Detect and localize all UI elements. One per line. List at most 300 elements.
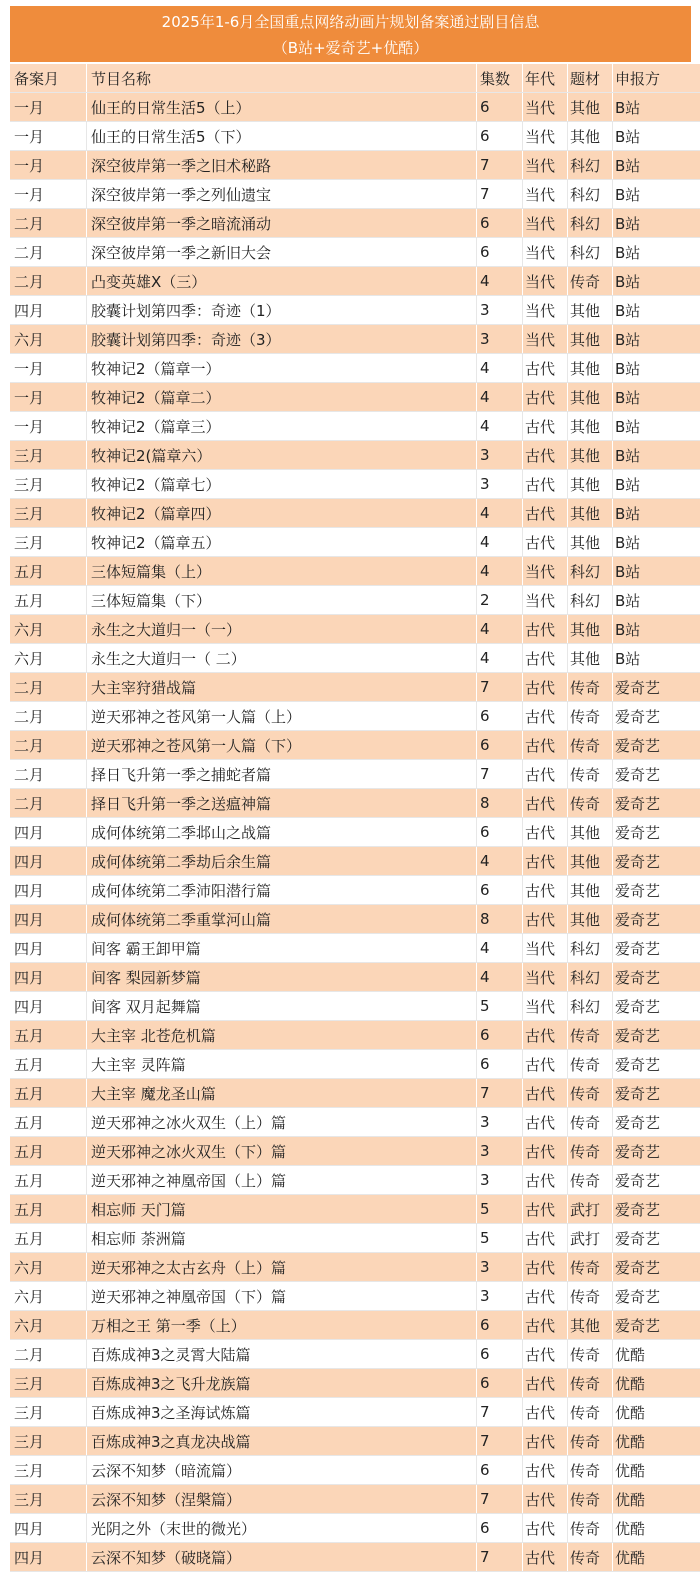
episodes-cell: 7 bbox=[477, 1398, 523, 1427]
genre-cell: 传奇 bbox=[568, 1340, 613, 1369]
episodes-cell: 4 bbox=[477, 615, 523, 644]
title-cell: 择日飞升第一季之送瘟神篇 bbox=[87, 789, 477, 818]
era-cell: 古代 bbox=[523, 1398, 568, 1427]
genre-cell: 传奇 bbox=[568, 1398, 613, 1427]
table-row bbox=[10, 1224, 700, 1253]
genre-cell: 其他 bbox=[568, 876, 613, 905]
title-cell: 成何体统第二季邶山之战篇 bbox=[87, 818, 477, 847]
month-cell: 二月 bbox=[10, 731, 87, 760]
table-row bbox=[10, 238, 700, 267]
episodes-cell: 3 bbox=[477, 296, 523, 325]
title-cell: 大主宰 魔龙圣山篇 bbox=[87, 1079, 477, 1108]
platform-cell: B站 bbox=[613, 557, 700, 586]
table-row bbox=[10, 325, 700, 354]
era-cell: 古代 bbox=[523, 876, 568, 905]
month-cell: 五月 bbox=[10, 557, 87, 586]
episodes-cell: 4 bbox=[477, 528, 523, 557]
genre-cell: 科幻 bbox=[568, 180, 613, 209]
era-cell: 古代 bbox=[523, 673, 568, 702]
era-cell: 当代 bbox=[523, 992, 568, 1021]
month-cell: 四月 bbox=[10, 1543, 87, 1572]
title-cell: 胶囊计划第四季：奇迹（1） bbox=[87, 296, 477, 325]
era-cell: 古代 bbox=[523, 441, 568, 470]
table-row bbox=[10, 499, 700, 528]
era-cell: 古代 bbox=[523, 615, 568, 644]
episodes-cell: 5 bbox=[477, 992, 523, 1021]
genre-cell: 传奇 bbox=[568, 673, 613, 702]
episodes-cell: 4 bbox=[477, 412, 523, 441]
month-cell: 二月 bbox=[10, 1340, 87, 1369]
month-cell: 一月 bbox=[10, 354, 87, 383]
table-row bbox=[10, 1456, 700, 1485]
platform-cell: 爱奇艺 bbox=[613, 1079, 700, 1108]
platform-cell: 爱奇艺 bbox=[613, 673, 700, 702]
platform-cell: B站 bbox=[613, 499, 700, 528]
genre-cell: 其他 bbox=[568, 644, 613, 673]
genre-cell: 其他 bbox=[568, 499, 613, 528]
month-cell: 三月 bbox=[10, 1456, 87, 1485]
table-row bbox=[10, 702, 700, 731]
episodes-cell: 6 bbox=[477, 1050, 523, 1079]
platform-cell: 爱奇艺 bbox=[613, 818, 700, 847]
platform-cell: B站 bbox=[613, 383, 700, 412]
episodes-cell: 3 bbox=[477, 1166, 523, 1195]
era-cell: 古代 bbox=[523, 1195, 568, 1224]
table-row bbox=[10, 122, 700, 151]
genre-cell: 科幻 bbox=[568, 934, 613, 963]
month-cell: 二月 bbox=[10, 789, 87, 818]
month-cell: 二月 bbox=[10, 238, 87, 267]
genre-cell: 传奇 bbox=[568, 1108, 613, 1137]
episodes-cell: 4 bbox=[477, 499, 523, 528]
month-cell: 五月 bbox=[10, 1079, 87, 1108]
episodes-cell: 2 bbox=[477, 586, 523, 615]
era-cell: 古代 bbox=[523, 1485, 568, 1514]
table-row bbox=[10, 1282, 700, 1311]
table-row bbox=[10, 383, 700, 412]
month-cell: 四月 bbox=[10, 1514, 87, 1543]
episodes-cell: 6 bbox=[477, 1514, 523, 1543]
month-cell: 二月 bbox=[10, 267, 87, 296]
genre-cell: 传奇 bbox=[568, 702, 613, 731]
title-cell: 逆天邪神之苍风第一人篇（下） bbox=[87, 731, 477, 760]
genre-cell: 传奇 bbox=[568, 1514, 613, 1543]
title-cell: 百炼成神3之灵霄大陆篇 bbox=[87, 1340, 477, 1369]
episodes-cell: 7 bbox=[477, 1543, 523, 1572]
title-cell: 永生之大道归一（ 二） bbox=[87, 644, 477, 673]
era-cell: 古代 bbox=[523, 644, 568, 673]
table-row bbox=[10, 441, 700, 470]
genre-cell: 科幻 bbox=[568, 238, 613, 267]
platform-cell: B站 bbox=[613, 615, 700, 644]
table-row bbox=[10, 557, 700, 586]
month-cell: 一月 bbox=[10, 180, 87, 209]
era-cell: 古代 bbox=[523, 1514, 568, 1543]
genre-cell: 其他 bbox=[568, 412, 613, 441]
title-cell: 深空彼岸第一季之列仙遗宝 bbox=[87, 180, 477, 209]
month-cell: 五月 bbox=[10, 586, 87, 615]
table-row bbox=[10, 1079, 700, 1108]
title-cell: 凸变英雄X（三） bbox=[87, 267, 477, 296]
column-header-title: 节目名称 bbox=[87, 64, 477, 93]
platform-cell: B站 bbox=[613, 470, 700, 499]
title-cell: 逆天邪神之冰火双生（上）篇 bbox=[87, 1108, 477, 1137]
month-cell: 五月 bbox=[10, 1195, 87, 1224]
genre-cell: 传奇 bbox=[568, 1079, 613, 1108]
genre-cell: 其他 bbox=[568, 296, 613, 325]
platform-cell: 爱奇艺 bbox=[613, 1166, 700, 1195]
platform-cell: 爱奇艺 bbox=[613, 1253, 700, 1282]
genre-cell: 武打 bbox=[568, 1224, 613, 1253]
title-cell: 大主宰 灵阵篇 bbox=[87, 1050, 477, 1079]
title-cell: 牧神记2（篇章四） bbox=[87, 499, 477, 528]
episodes-cell: 3 bbox=[477, 1282, 523, 1311]
platform-cell: B站 bbox=[613, 354, 700, 383]
title-cell: 牧神记2（篇章七） bbox=[87, 470, 477, 499]
title-cell: 相忘师 荼洲篇 bbox=[87, 1224, 477, 1253]
era-cell: 古代 bbox=[523, 1311, 568, 1340]
table-row bbox=[10, 905, 700, 934]
genre-cell: 科幻 bbox=[568, 151, 613, 180]
genre-cell: 科幻 bbox=[568, 963, 613, 992]
era-cell: 古代 bbox=[523, 412, 568, 441]
episodes-cell: 6 bbox=[477, 731, 523, 760]
table-row bbox=[10, 93, 700, 122]
platform-cell: B站 bbox=[613, 441, 700, 470]
era-cell: 古代 bbox=[523, 354, 568, 383]
month-cell: 三月 bbox=[10, 1369, 87, 1398]
era-cell: 当代 bbox=[523, 209, 568, 238]
episodes-cell: 4 bbox=[477, 934, 523, 963]
title-cell: 牧神记2（篇章一） bbox=[87, 354, 477, 383]
table-row bbox=[10, 789, 700, 818]
episodes-cell: 4 bbox=[477, 963, 523, 992]
platform-cell: 爱奇艺 bbox=[613, 789, 700, 818]
era-cell: 当代 bbox=[523, 93, 568, 122]
era-cell: 当代 bbox=[523, 325, 568, 354]
month-cell: 一月 bbox=[10, 412, 87, 441]
genre-cell: 传奇 bbox=[568, 1282, 613, 1311]
genre-cell: 其他 bbox=[568, 528, 613, 557]
table-row bbox=[10, 1311, 700, 1340]
era-cell: 古代 bbox=[523, 1253, 568, 1282]
genre-cell: 传奇 bbox=[568, 1166, 613, 1195]
month-cell: 四月 bbox=[10, 992, 87, 1021]
genre-cell: 传奇 bbox=[568, 1253, 613, 1282]
title-cell: 百炼成神3之飞升龙族篇 bbox=[87, 1369, 477, 1398]
title-cell: 云深不知梦（暗流篇） bbox=[87, 1456, 477, 1485]
episodes-cell: 3 bbox=[477, 1253, 523, 1282]
genre-cell: 科幻 bbox=[568, 586, 613, 615]
table-row bbox=[10, 1485, 700, 1514]
genre-cell: 其他 bbox=[568, 354, 613, 383]
platform-cell: 爱奇艺 bbox=[613, 992, 700, 1021]
episodes-cell: 6 bbox=[477, 818, 523, 847]
genre-cell: 其他 bbox=[568, 441, 613, 470]
table-row bbox=[10, 528, 700, 557]
month-cell: 二月 bbox=[10, 702, 87, 731]
episodes-cell: 3 bbox=[477, 470, 523, 499]
era-cell: 古代 bbox=[523, 1079, 568, 1108]
title-cell: 百炼成神3之真龙决战篇 bbox=[87, 1427, 477, 1456]
episodes-cell: 3 bbox=[477, 441, 523, 470]
genre-cell: 其他 bbox=[568, 383, 613, 412]
table-row bbox=[10, 151, 700, 180]
platform-cell: 优酷 bbox=[613, 1456, 700, 1485]
table-row bbox=[10, 760, 700, 789]
table-row bbox=[10, 876, 700, 905]
table-row bbox=[10, 1514, 700, 1543]
month-cell: 三月 bbox=[10, 441, 87, 470]
title-cell: 成何体统第二季重掌河山篇 bbox=[87, 905, 477, 934]
title-cell: 牧神记2（篇章三） bbox=[87, 412, 477, 441]
era-cell: 古代 bbox=[523, 1224, 568, 1253]
episodes-cell: 6 bbox=[477, 122, 523, 151]
era-cell: 当代 bbox=[523, 151, 568, 180]
month-cell: 一月 bbox=[10, 151, 87, 180]
table-title-banner bbox=[10, 6, 691, 62]
episodes-cell: 5 bbox=[477, 1195, 523, 1224]
episodes-cell: 3 bbox=[477, 1108, 523, 1137]
title-cell: 择日飞升第一季之捕蛇者篇 bbox=[87, 760, 477, 789]
episodes-cell: 8 bbox=[477, 789, 523, 818]
platform-cell: B站 bbox=[613, 296, 700, 325]
table-subtitle: （B站+爱奇艺+优酷） bbox=[10, 35, 691, 61]
title-cell: 云深不知梦（破晓篇） bbox=[87, 1543, 477, 1572]
table-row bbox=[10, 992, 700, 1021]
episodes-cell: 4 bbox=[477, 644, 523, 673]
table-row bbox=[10, 1369, 700, 1398]
table-row bbox=[10, 470, 700, 499]
title-cell: 光阴之外（末世的微光） bbox=[87, 1514, 477, 1543]
episodes-cell: 7 bbox=[477, 673, 523, 702]
era-cell: 当代 bbox=[523, 586, 568, 615]
platform-cell: 优酷 bbox=[613, 1514, 700, 1543]
episodes-cell: 6 bbox=[477, 1456, 523, 1485]
episodes-cell: 7 bbox=[477, 1485, 523, 1514]
genre-cell: 其他 bbox=[568, 325, 613, 354]
table-row bbox=[10, 1137, 700, 1166]
episodes-cell: 7 bbox=[477, 1079, 523, 1108]
table-row bbox=[10, 1253, 700, 1282]
platform-cell: B站 bbox=[613, 209, 700, 238]
genre-cell: 传奇 bbox=[568, 1137, 613, 1166]
table-row bbox=[10, 934, 700, 963]
episodes-cell: 6 bbox=[477, 238, 523, 267]
table-row bbox=[10, 1021, 700, 1050]
platform-cell: 爱奇艺 bbox=[613, 1195, 700, 1224]
episodes-cell: 4 bbox=[477, 557, 523, 586]
month-cell: 五月 bbox=[10, 1108, 87, 1137]
episodes-cell: 6 bbox=[477, 1021, 523, 1050]
table-title: 2025年1-6月全国重点网络动画片规划备案通过剧目信息 bbox=[10, 9, 691, 35]
platform-cell: 优酷 bbox=[613, 1340, 700, 1369]
era-cell: 古代 bbox=[523, 528, 568, 557]
table-row bbox=[10, 586, 700, 615]
episodes-cell: 8 bbox=[477, 905, 523, 934]
month-cell: 一月 bbox=[10, 122, 87, 151]
month-cell: 五月 bbox=[10, 1021, 87, 1050]
episodes-cell: 7 bbox=[477, 151, 523, 180]
month-cell: 五月 bbox=[10, 1224, 87, 1253]
era-cell: 当代 bbox=[523, 238, 568, 267]
episodes-cell: 3 bbox=[477, 1137, 523, 1166]
title-cell: 成何体统第二季沛阳潜行篇 bbox=[87, 876, 477, 905]
table-row bbox=[10, 673, 700, 702]
month-cell: 六月 bbox=[10, 644, 87, 673]
month-cell: 五月 bbox=[10, 1137, 87, 1166]
platform-cell: B站 bbox=[613, 644, 700, 673]
table-row bbox=[10, 296, 700, 325]
table-row bbox=[10, 818, 700, 847]
title-cell: 三体短篇集（上） bbox=[87, 557, 477, 586]
era-cell: 古代 bbox=[523, 789, 568, 818]
platform-cell: 爱奇艺 bbox=[613, 1224, 700, 1253]
era-cell: 当代 bbox=[523, 122, 568, 151]
platform-cell: B站 bbox=[613, 528, 700, 557]
platform-cell: 爱奇艺 bbox=[613, 1282, 700, 1311]
column-header-episodes: 集数 bbox=[477, 64, 523, 93]
month-cell: 三月 bbox=[10, 1485, 87, 1514]
title-cell: 成何体统第二季劫后余生篇 bbox=[87, 847, 477, 876]
month-cell: 二月 bbox=[10, 673, 87, 702]
title-cell: 三体短篇集（下） bbox=[87, 586, 477, 615]
era-cell: 古代 bbox=[523, 383, 568, 412]
table-row bbox=[10, 615, 700, 644]
title-cell: 深空彼岸第一季之新旧大会 bbox=[87, 238, 477, 267]
header-row bbox=[10, 64, 700, 93]
platform-cell: 爱奇艺 bbox=[613, 934, 700, 963]
month-cell: 六月 bbox=[10, 325, 87, 354]
title-cell: 胶囊计划第四季：奇迹（3） bbox=[87, 325, 477, 354]
title-cell: 牧神记2（篇章二） bbox=[87, 383, 477, 412]
month-cell: 四月 bbox=[10, 876, 87, 905]
genre-cell: 传奇 bbox=[568, 1543, 613, 1572]
era-cell: 古代 bbox=[523, 1456, 568, 1485]
era-cell: 当代 bbox=[523, 963, 568, 992]
era-cell: 当代 bbox=[523, 296, 568, 325]
month-cell: 六月 bbox=[10, 1282, 87, 1311]
platform-cell: 爱奇艺 bbox=[613, 1050, 700, 1079]
table-row bbox=[10, 1108, 700, 1137]
table-row bbox=[10, 1166, 700, 1195]
platform-cell: B站 bbox=[613, 238, 700, 267]
table-row bbox=[10, 412, 700, 441]
genre-cell: 传奇 bbox=[568, 760, 613, 789]
genre-cell: 其他 bbox=[568, 470, 613, 499]
title-cell: 大主宰 北苍危机篇 bbox=[87, 1021, 477, 1050]
column-header-month: 备案月 bbox=[10, 64, 87, 93]
column-header-genre: 题材 bbox=[568, 64, 613, 93]
title-cell: 逆天邪神之苍风第一人篇（上） bbox=[87, 702, 477, 731]
episodes-cell: 6 bbox=[477, 876, 523, 905]
column-header-era: 年代 bbox=[523, 64, 568, 93]
animation-filing-table bbox=[10, 64, 700, 1572]
month-cell: 三月 bbox=[10, 499, 87, 528]
title-cell: 云深不知梦（涅槃篇） bbox=[87, 1485, 477, 1514]
title-cell: 大主宰狩猎战篇 bbox=[87, 673, 477, 702]
month-cell: 四月 bbox=[10, 847, 87, 876]
episodes-cell: 6 bbox=[477, 1311, 523, 1340]
genre-cell: 传奇 bbox=[568, 1485, 613, 1514]
era-cell: 古代 bbox=[523, 731, 568, 760]
month-cell: 一月 bbox=[10, 93, 87, 122]
genre-cell: 其他 bbox=[568, 847, 613, 876]
episodes-cell: 6 bbox=[477, 209, 523, 238]
genre-cell: 传奇 bbox=[568, 1369, 613, 1398]
month-cell: 三月 bbox=[10, 528, 87, 557]
month-cell: 一月 bbox=[10, 383, 87, 412]
month-cell: 五月 bbox=[10, 1050, 87, 1079]
era-cell: 古代 bbox=[523, 818, 568, 847]
genre-cell: 传奇 bbox=[568, 1427, 613, 1456]
title-cell: 仙王的日常生活5（上） bbox=[87, 93, 477, 122]
era-cell: 古代 bbox=[523, 1369, 568, 1398]
month-cell: 四月 bbox=[10, 905, 87, 934]
era-cell: 当代 bbox=[523, 267, 568, 296]
genre-cell: 其他 bbox=[568, 93, 613, 122]
title-cell: 相忘师 天门篇 bbox=[87, 1195, 477, 1224]
title-cell: 牧神记2(篇章六） bbox=[87, 441, 477, 470]
month-cell: 五月 bbox=[10, 1166, 87, 1195]
title-cell: 逆天邪神之神凰帝国（下）篇 bbox=[87, 1282, 477, 1311]
era-cell: 古代 bbox=[523, 470, 568, 499]
era-cell: 古代 bbox=[523, 847, 568, 876]
era-cell: 古代 bbox=[523, 1543, 568, 1572]
title-cell: 深空彼岸第一季之旧术秘路 bbox=[87, 151, 477, 180]
title-cell: 深空彼岸第一季之暗流涌动 bbox=[87, 209, 477, 238]
title-cell: 逆天邪神之神凰帝国（上）篇 bbox=[87, 1166, 477, 1195]
platform-cell: B站 bbox=[613, 325, 700, 354]
platform-cell: 爱奇艺 bbox=[613, 760, 700, 789]
title-cell: 牧神记2（篇章五） bbox=[87, 528, 477, 557]
era-cell: 古代 bbox=[523, 1340, 568, 1369]
era-cell: 古代 bbox=[523, 1021, 568, 1050]
genre-cell: 其他 bbox=[568, 905, 613, 934]
platform-cell: 爱奇艺 bbox=[613, 876, 700, 905]
table-row bbox=[10, 1398, 700, 1427]
era-cell: 古代 bbox=[523, 499, 568, 528]
platform-cell: B站 bbox=[613, 267, 700, 296]
episodes-cell: 4 bbox=[477, 847, 523, 876]
episodes-cell: 4 bbox=[477, 383, 523, 412]
era-cell: 古代 bbox=[523, 905, 568, 934]
table-row bbox=[10, 963, 700, 992]
platform-cell: 爱奇艺 bbox=[613, 1137, 700, 1166]
genre-cell: 其他 bbox=[568, 122, 613, 151]
platform-cell: 爱奇艺 bbox=[613, 731, 700, 760]
era-cell: 古代 bbox=[523, 760, 568, 789]
platform-cell: B站 bbox=[613, 93, 700, 122]
table-row bbox=[10, 209, 700, 238]
genre-cell: 科幻 bbox=[568, 557, 613, 586]
title-cell: 逆天邪神之冰火双生（下）篇 bbox=[87, 1137, 477, 1166]
table-row bbox=[10, 1543, 700, 1572]
episodes-cell: 6 bbox=[477, 1369, 523, 1398]
genre-cell: 武打 bbox=[568, 1195, 613, 1224]
platform-cell: B站 bbox=[613, 412, 700, 441]
era-cell: 当代 bbox=[523, 557, 568, 586]
genre-cell: 其他 bbox=[568, 1311, 613, 1340]
title-cell: 间客 双月起舞篇 bbox=[87, 992, 477, 1021]
table-row bbox=[10, 731, 700, 760]
table-row bbox=[10, 1427, 700, 1456]
month-cell: 六月 bbox=[10, 1253, 87, 1282]
platform-cell: 爱奇艺 bbox=[613, 1108, 700, 1137]
genre-cell: 传奇 bbox=[568, 1050, 613, 1079]
genre-cell: 传奇 bbox=[568, 1021, 613, 1050]
platform-cell: B站 bbox=[613, 586, 700, 615]
